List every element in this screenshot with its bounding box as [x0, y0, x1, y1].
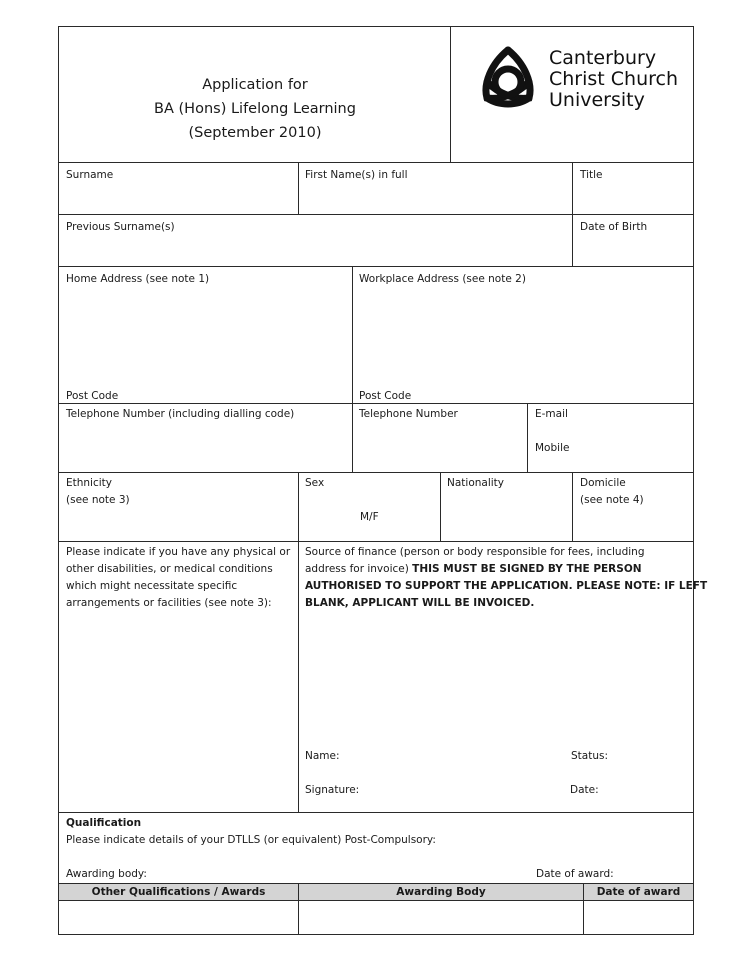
finance-date-label: Date:	[570, 784, 599, 796]
table-header-divider	[298, 883, 299, 901]
disabilities-text	[66, 544, 290, 612]
surname-label: Surname	[66, 169, 114, 181]
date-of-birth-field[interactable]	[572, 214, 694, 267]
disabilities-line: other disabilities, or medical conditions	[66, 563, 273, 575]
disabilities-line: which might necessitate specific	[66, 580, 238, 592]
surname-field[interactable]	[58, 162, 299, 215]
university-name-line: Christ Church	[549, 68, 679, 90]
date-of-award-row-cell[interactable]	[583, 900, 694, 935]
triquetra-logo-icon	[473, 42, 543, 112]
previous-surname-label: Previous Surname(s)	[66, 221, 175, 233]
finance-line-plain: address for invoice)	[305, 563, 413, 575]
email-mobile-field[interactable]	[527, 403, 694, 473]
home-post-code-label: Post Code	[66, 390, 119, 402]
qualifications-row-cell[interactable]	[58, 900, 299, 935]
university-name-line: Canterbury	[549, 47, 657, 69]
qualification-section[interactable]	[58, 812, 694, 884]
awarding-body-label: Awarding body:	[66, 868, 147, 880]
finance-line: Source of finance (person or body responsible for fees, including	[305, 546, 645, 558]
ethnicity-note: (see note 3)	[66, 494, 130, 506]
first-names-label: First Name(s) in full	[305, 169, 408, 181]
finance-signature-label: Signature:	[305, 784, 360, 796]
workplace-address-field[interactable]	[352, 266, 694, 404]
finance-line	[305, 561, 707, 578]
ethnicity-field[interactable]	[58, 472, 299, 542]
finance-status-label: Status:	[571, 750, 608, 762]
ethnicity-label: Ethnicity	[66, 477, 112, 489]
work-telephone-label: Telephone Number	[359, 408, 458, 420]
finance-line: BLANK, APPLICANT WILL BE INVOICED.	[305, 597, 535, 609]
date-of-birth-label: Date of Birth	[580, 221, 648, 233]
university-name	[549, 48, 678, 111]
university-name-line: University	[549, 89, 645, 111]
nationality-field[interactable]	[440, 472, 573, 542]
title-field[interactable]	[572, 162, 694, 215]
form-title-line: (September 2010)	[188, 125, 322, 141]
title-label: Title	[580, 169, 603, 181]
qualification-instruction: Please indicate details of your DTLLS (or equivalent) Post-Compulsory:	[66, 834, 436, 846]
sex-options: M/F	[360, 511, 379, 523]
disabilities-line: arrangements or facilities (see note 3):	[66, 597, 272, 609]
home-telephone-field[interactable]	[58, 403, 353, 473]
disabilities-field[interactable]	[58, 541, 299, 813]
table-header-awarding-body: Awarding Body	[396, 886, 486, 898]
finance-field[interactable]	[298, 541, 708, 813]
table-header-qualifications: Other Qualifications / Awards	[91, 886, 266, 898]
application-form	[58, 26, 708, 935]
table-header-divider	[583, 883, 584, 901]
sex-field[interactable]	[298, 472, 441, 542]
disabilities-line: Please indicate if you have any physical or	[66, 546, 291, 558]
finance-name-label: Name:	[305, 750, 340, 762]
qualification-heading: Qualification	[66, 817, 142, 829]
first-names-field[interactable]	[298, 162, 573, 215]
domicile-note: (see note 4)	[580, 494, 644, 506]
home-telephone-label: Telephone Number (including dialling code)	[66, 408, 295, 420]
home-address-field[interactable]	[58, 266, 353, 404]
awarding-body-row-cell[interactable]	[298, 900, 584, 935]
domicile-label: Domicile	[580, 477, 626, 489]
work-post-code-label: Post Code	[359, 390, 412, 402]
nationality-label: Nationality	[447, 477, 505, 489]
domicile-field[interactable]	[572, 472, 694, 542]
finance-line: AUTHORISED TO SUPPORT THE APPLICATION. PLEASE NOTE: IF LEFT	[305, 580, 708, 592]
work-telephone-field[interactable]	[352, 403, 528, 473]
form-title-line: BA (Hons) Lifelong Learning	[154, 101, 356, 117]
finance-line-bold: THIS MUST BE SIGNED BY THE PERSON	[412, 563, 642, 575]
mobile-label: Mobile	[535, 442, 570, 454]
workplace-address-label: Workplace Address (see note 2)	[359, 273, 526, 285]
sex-label: Sex	[305, 477, 325, 489]
form-title-box	[58, 26, 451, 163]
date-of-award-label: Date of award:	[536, 868, 614, 880]
form-title	[59, 73, 451, 145]
previous-surname-field[interactable]	[58, 214, 573, 267]
home-address-label: Home Address (see note 1)	[66, 273, 210, 285]
email-label: E-mail	[535, 408, 568, 420]
form-title-line: Application for	[202, 77, 308, 93]
table-header-date-of-award: Date of award	[596, 886, 681, 898]
finance-text	[305, 544, 707, 612]
university-logo-box	[450, 26, 694, 163]
